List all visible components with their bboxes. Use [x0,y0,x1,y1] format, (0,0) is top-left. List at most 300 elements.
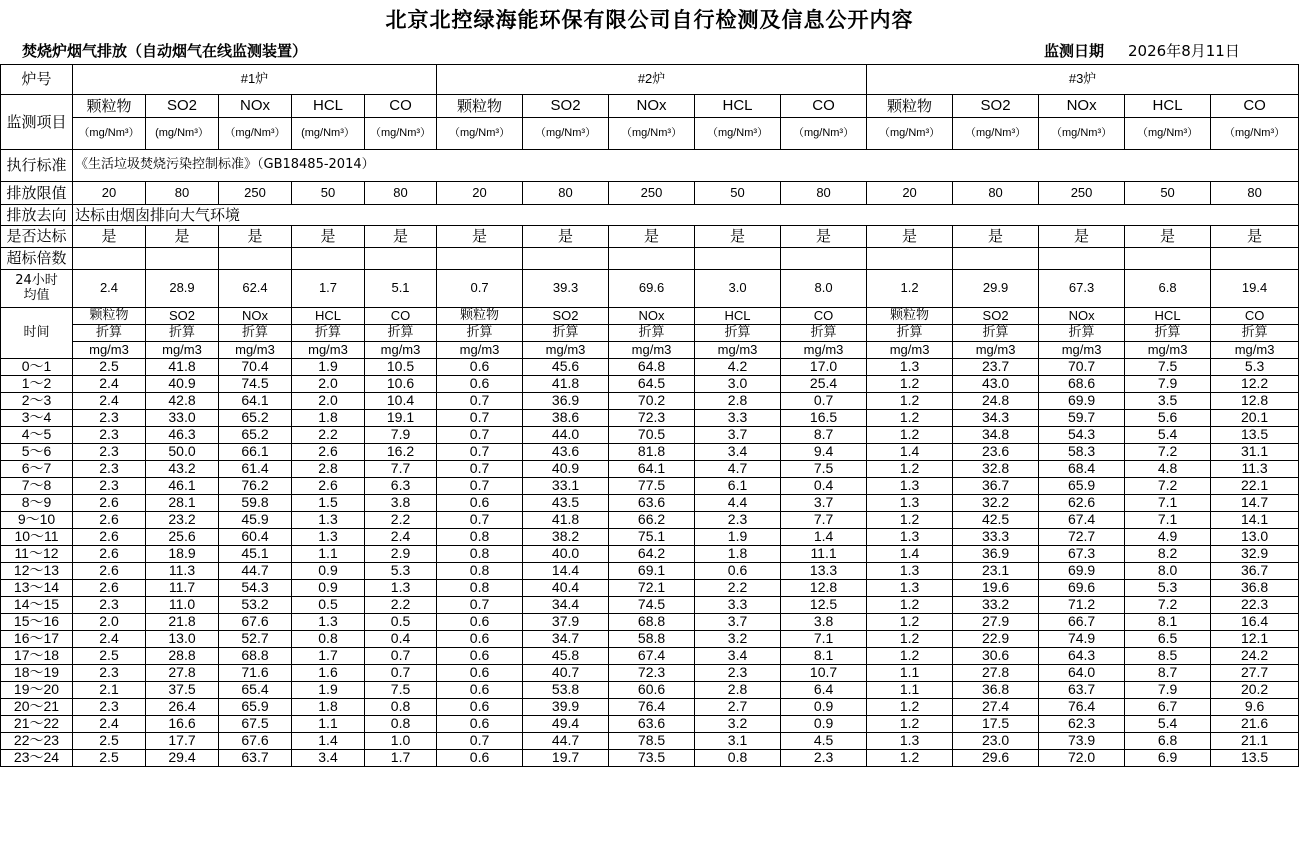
data-value: 54.3 [1039,427,1125,444]
data-value: 1.2 [867,393,953,410]
data-value: 67.3 [1039,546,1125,563]
data-value: 36.9 [953,546,1039,563]
data-value: 66.2 [609,512,695,529]
pollutant-header: 颗粒物 [73,95,146,118]
furnace-header: #2炉 [437,65,867,95]
data-value: 29.4 [146,750,219,767]
data-value: 3.2 [695,716,781,733]
exceed-value [365,248,437,270]
data-value: 64.5 [609,376,695,393]
data-value: 23.1 [953,563,1039,580]
converted-label: 折算 [365,325,437,342]
data-value: 2.3 [73,597,146,614]
data-value: 65.4 [219,682,292,699]
data-value: 0.6 [437,495,523,512]
table-row [1,631,1299,648]
data-value: 67.5 [219,716,292,733]
data-value: 2.6 [292,444,365,461]
avg24-value: 0.7 [437,270,523,308]
data-value: 4.8 [1125,461,1211,478]
data-value: 40.9 [523,461,609,478]
pollutant-subheader: 颗粒物 [73,308,146,325]
data-value: 78.5 [609,733,695,750]
exceed-value [292,248,365,270]
compliant-value: 是 [609,226,695,248]
time-slot: 11～12 [1,546,73,563]
time-slot: 14～15 [1,597,73,614]
data-value: 11.0 [146,597,219,614]
converted-label: 折算 [523,325,609,342]
pollutant-header: NOx [609,95,695,118]
unit-subheader: mg/m3 [1039,342,1125,359]
data-value: 1.3 [292,614,365,631]
data-value: 40.4 [523,580,609,597]
data-value: 64.1 [609,461,695,478]
data-value: 8.7 [1125,665,1211,682]
data-value: 7.5 [1125,359,1211,376]
compliant-value: 是 [219,226,292,248]
converted-label: 折算 [695,325,781,342]
data-value: 52.7 [219,631,292,648]
data-value: 64.3 [1039,648,1125,665]
compliant-value: 是 [695,226,781,248]
data-value: 23.0 [953,733,1039,750]
data-value: 14.4 [523,563,609,580]
page-title: 北京北控绿海能环保有限公司自行检测及信息公开内容 [385,8,914,32]
table-row [1,393,1299,410]
avg24-value: 69.6 [609,270,695,308]
pollutant-header: HCL [1125,95,1211,118]
data-value: 11.7 [146,580,219,597]
converted-label: 折算 [1039,325,1125,342]
data-value: 37.5 [146,682,219,699]
table-row [1,495,1299,512]
data-value: 38.6 [523,410,609,427]
data-value: 0.6 [437,716,523,733]
data-value: 5.3 [1211,359,1299,376]
data-value: 33.1 [523,478,609,495]
data-value: 43.6 [523,444,609,461]
monitor-item-label: 监测项目 [1,95,73,150]
data-value: 13.0 [146,631,219,648]
data-value: 0.6 [695,563,781,580]
data-value: 5.6 [1125,410,1211,427]
data-value: 73.5 [609,750,695,767]
table-row [1,580,1299,597]
data-value: 19.6 [953,580,1039,597]
avg24-value: 29.9 [953,270,1039,308]
data-value: 18.9 [146,546,219,563]
data-value: 23.6 [953,444,1039,461]
data-value: 50.0 [146,444,219,461]
data-value: 1.8 [292,699,365,716]
exceed-value [1039,248,1125,270]
data-value: 2.6 [73,512,146,529]
time-slot: 22～23 [1,733,73,750]
data-value: 3.1 [695,733,781,750]
data-value: 7.5 [365,682,437,699]
data-value: 59.7 [1039,410,1125,427]
data-value: 10.7 [781,665,867,682]
exceed-label: 超标倍数 [1,248,73,270]
data-value: 1.1 [867,665,953,682]
data-value: 2.8 [292,461,365,478]
data-value: 20.2 [1211,682,1299,699]
data-value: 1.2 [867,716,953,733]
data-value: 41.8 [523,512,609,529]
data-value: 66.1 [219,444,292,461]
pollutant-header: HCL [292,95,365,118]
time-slot: 20～21 [1,699,73,716]
data-value: 40.0 [523,546,609,563]
data-value: 7.9 [1125,376,1211,393]
data-value: 2.8 [695,393,781,410]
pollutant-subheader: CO [781,308,867,325]
data-value: 76.2 [219,478,292,495]
data-value: 16.6 [146,716,219,733]
data-value: 2.0 [73,614,146,631]
limit-value: 20 [437,182,523,205]
time-slot: 7～8 [1,478,73,495]
data-value: 77.5 [609,478,695,495]
limit-value: 250 [219,182,292,205]
time-slot: 23～24 [1,750,73,767]
unit-header: （mg/Nm³） [219,118,292,150]
data-value: 58.3 [1039,444,1125,461]
unit-header: （mg/Nm³） [1211,118,1299,150]
table-row [1,733,1299,750]
data-value: 8.2 [1125,546,1211,563]
data-value: 2.5 [73,359,146,376]
data-value: 1.2 [867,750,953,767]
table-row [1,597,1299,614]
data-value: 7.5 [781,461,867,478]
pollutant-subheader: HCL [695,308,781,325]
table-row [1,750,1299,767]
data-value: 0.6 [437,682,523,699]
data-value: 42.5 [953,512,1039,529]
data-value: 2.5 [73,750,146,767]
data-value: 53.2 [219,597,292,614]
limit-value: 50 [292,182,365,205]
data-value: 11.1 [781,546,867,563]
limit-value: 80 [953,182,1039,205]
data-value: 1.2 [867,461,953,478]
limit-value: 20 [867,182,953,205]
data-value: 32.2 [953,495,1039,512]
data-value: 64.1 [219,393,292,410]
data-value: 0.5 [292,597,365,614]
pollutant-subheader: HCL [1125,308,1211,325]
limit-value: 80 [146,182,219,205]
data-value: 65.2 [219,427,292,444]
data-value: 14.7 [1211,495,1299,512]
data-value: 62.3 [1039,716,1125,733]
data-value: 40.7 [523,665,609,682]
data-value: 33.0 [146,410,219,427]
data-value: 1.8 [292,410,365,427]
table-row [1,614,1299,631]
data-value: 0.6 [437,376,523,393]
pollutant-subheader: HCL [292,308,365,325]
data-value: 0.4 [365,631,437,648]
data-value: 25.6 [146,529,219,546]
data-value: 9.4 [781,444,867,461]
data-value: 1.8 [695,546,781,563]
data-value: 36.7 [953,478,1039,495]
data-value: 3.7 [695,614,781,631]
data-value: 13.5 [1211,750,1299,767]
data-value: 2.3 [73,410,146,427]
data-value: 12.1 [1211,631,1299,648]
table-row [1,376,1299,393]
data-value: 3.7 [695,427,781,444]
pollutant-header: HCL [695,95,781,118]
data-value: 2.9 [365,546,437,563]
data-value: 0.6 [437,631,523,648]
data-value: 0.4 [781,478,867,495]
data-value: 2.4 [365,529,437,546]
unit-subheader: mg/m3 [1125,342,1211,359]
data-value: 1.3 [365,580,437,597]
table-row [1,529,1299,546]
furnace-header: #3炉 [867,65,1299,95]
data-value: 1.3 [292,529,365,546]
pollutant-header: 颗粒物 [437,95,523,118]
avg24-value: 3.0 [695,270,781,308]
data-value: 1.2 [867,699,953,716]
table-row [1,478,1299,495]
time-slot: 10～11 [1,529,73,546]
data-value: 0.6 [437,665,523,682]
data-value: 69.6 [1039,580,1125,597]
pollutant-header: SO2 [146,95,219,118]
data-value: 10.4 [365,393,437,410]
data-value: 4.5 [781,733,867,750]
data-value: 0.7 [365,648,437,665]
data-value: 70.7 [1039,359,1125,376]
data-value: 2.5 [73,648,146,665]
pollutant-subheader: 颗粒物 [867,308,953,325]
data-value: 67.6 [219,733,292,750]
data-value: 36.8 [1211,580,1299,597]
data-value: 0.8 [292,631,365,648]
data-value: 2.3 [781,750,867,767]
data-value: 3.8 [781,614,867,631]
unit-header: （mg/Nm³） [365,118,437,150]
data-value: 27.8 [146,665,219,682]
data-value: 0.6 [437,648,523,665]
data-value: 3.3 [695,597,781,614]
data-value: 70.4 [219,359,292,376]
data-value: 0.7 [437,478,523,495]
compliant-value: 是 [867,226,953,248]
data-value: 59.8 [219,495,292,512]
data-value: 2.4 [73,393,146,410]
data-value: 54.3 [219,580,292,597]
section-subtitle: 焚烧炉烟气排放（自动烟气在线监测装置） [22,42,308,60]
converted-label: 折算 [1211,325,1299,342]
data-value: 2.2 [365,512,437,529]
data-value: 39.9 [523,699,609,716]
pollutant-subheader: SO2 [953,308,1039,325]
data-value: 8.0 [1125,563,1211,580]
data-value: 64.0 [1039,665,1125,682]
time-slot: 13～14 [1,580,73,597]
data-value: 17.7 [146,733,219,750]
data-value: 0.9 [781,716,867,733]
unit-subheader: mg/m3 [219,342,292,359]
converted-label: 折算 [1125,325,1211,342]
data-value: 1.3 [867,495,953,512]
exceed-value [73,248,146,270]
data-value: 2.5 [73,733,146,750]
date-value: 2026年8月11日 [1128,42,1240,60]
data-value: 19.7 [523,750,609,767]
data-value: 0.6 [437,750,523,767]
converted-label: 折算 [867,325,953,342]
data-value: 73.9 [1039,733,1125,750]
avg24-value: 28.9 [146,270,219,308]
limit-value: 80 [1211,182,1299,205]
data-value: 27.7 [1211,665,1299,682]
avg24-value: 67.3 [1039,270,1125,308]
data-value: 22.9 [953,631,1039,648]
unit-subheader: mg/m3 [609,342,695,359]
table-row [1,359,1299,376]
data-value: 33.3 [953,529,1039,546]
data-value: 45.9 [219,512,292,529]
unit-header: （mg/Nm³） [695,118,781,150]
data-value: 21.6 [1211,716,1299,733]
exceed-value [146,248,219,270]
data-value: 25.4 [781,376,867,393]
data-value: 0.7 [437,427,523,444]
data-value: 3.2 [695,631,781,648]
data-value: 81.8 [609,444,695,461]
compliant-label: 是否达标 [1,226,73,248]
data-value: 53.8 [523,682,609,699]
monitor-date [1044,40,1240,61]
data-value: 68.8 [609,614,695,631]
data-value: 11.3 [146,563,219,580]
data-value: 1.1 [292,716,365,733]
data-value: 0.8 [437,529,523,546]
table-row [1,682,1299,699]
limit-label: 排放限值 [1,182,73,205]
data-value: 44.7 [523,733,609,750]
exceed-value [867,248,953,270]
unit-header: （mg/Nm³） [437,118,523,150]
table-row [1,563,1299,580]
exceed-value [437,248,523,270]
data-value: 1.2 [867,410,953,427]
unit-subheader: mg/m3 [695,342,781,359]
direction-text: 达标由烟囱排向大气环境 [73,205,1299,226]
unit-subheader: mg/m3 [146,342,219,359]
data-value: 5.3 [1125,580,1211,597]
data-value: 0.8 [695,750,781,767]
data-value: 30.6 [953,648,1039,665]
limit-value: 20 [73,182,146,205]
data-value: 0.7 [437,597,523,614]
standard-text: 《生活垃圾焚烧污染控制标准》（GB18485-2014） [73,150,1299,182]
data-value: 69.9 [1039,563,1125,580]
pollutant-header: CO [365,95,437,118]
unit-header: （mg/Nm³） [867,118,953,150]
data-value: 7.7 [365,461,437,478]
data-value: 16.4 [1211,614,1299,631]
data-value: 72.0 [1039,750,1125,767]
data-value: 1.7 [365,750,437,767]
data-value: 7.7 [781,512,867,529]
exceed-value [781,248,867,270]
data-value: 34.4 [523,597,609,614]
data-value: 2.3 [73,444,146,461]
data-value: 28.1 [146,495,219,512]
data-value: 3.4 [292,750,365,767]
data-value: 0.7 [437,461,523,478]
data-value: 5.3 [365,563,437,580]
avg24-value: 62.4 [219,270,292,308]
date-label: 监测日期 [1044,42,1105,60]
data-value: 1.9 [695,529,781,546]
data-value: 7.2 [1125,597,1211,614]
unit-subheader: mg/m3 [867,342,953,359]
unit-header: （mg/Nm³） [73,118,146,150]
data-value: 71.6 [219,665,292,682]
data-value: 63.6 [609,495,695,512]
data-value: 0.6 [437,699,523,716]
unit-subheader: mg/m3 [781,342,867,359]
limit-value: 50 [1125,182,1211,205]
data-value: 2.2 [695,580,781,597]
time-slot: 2～3 [1,393,73,410]
time-slot: 8～9 [1,495,73,512]
data-value: 65.9 [219,699,292,716]
data-value: 65.2 [219,410,292,427]
avg24-value: 6.8 [1125,270,1211,308]
compliant-value: 是 [953,226,1039,248]
data-value: 3.4 [695,444,781,461]
data-value: 76.4 [1039,699,1125,716]
data-value: 0.8 [437,546,523,563]
compliant-value: 是 [437,226,523,248]
data-value: 4.2 [695,359,781,376]
data-value: 1.4 [867,444,953,461]
avg24-value: 19.4 [1211,270,1299,308]
standard-label: 执行标准 [1,150,73,182]
data-value: 6.8 [1125,733,1211,750]
data-value: 27.8 [953,665,1039,682]
pollutant-subheader: SO2 [523,308,609,325]
data-value: 3.7 [781,495,867,512]
data-value: 0.5 [365,614,437,631]
data-value: 6.1 [695,478,781,495]
data-value: 2.4 [73,716,146,733]
converted-label: 折算 [609,325,695,342]
exceed-value [953,248,1039,270]
data-value: 1.2 [867,512,953,529]
avg24-label: 24小时均值 [1,270,73,308]
data-value: 1.3 [867,563,953,580]
data-value: 1.2 [867,597,953,614]
data-value: 26.4 [146,699,219,716]
converted-label: 折算 [437,325,523,342]
data-value: 1.2 [867,427,953,444]
time-slot: 17～18 [1,648,73,665]
limit-value: 250 [1039,182,1125,205]
